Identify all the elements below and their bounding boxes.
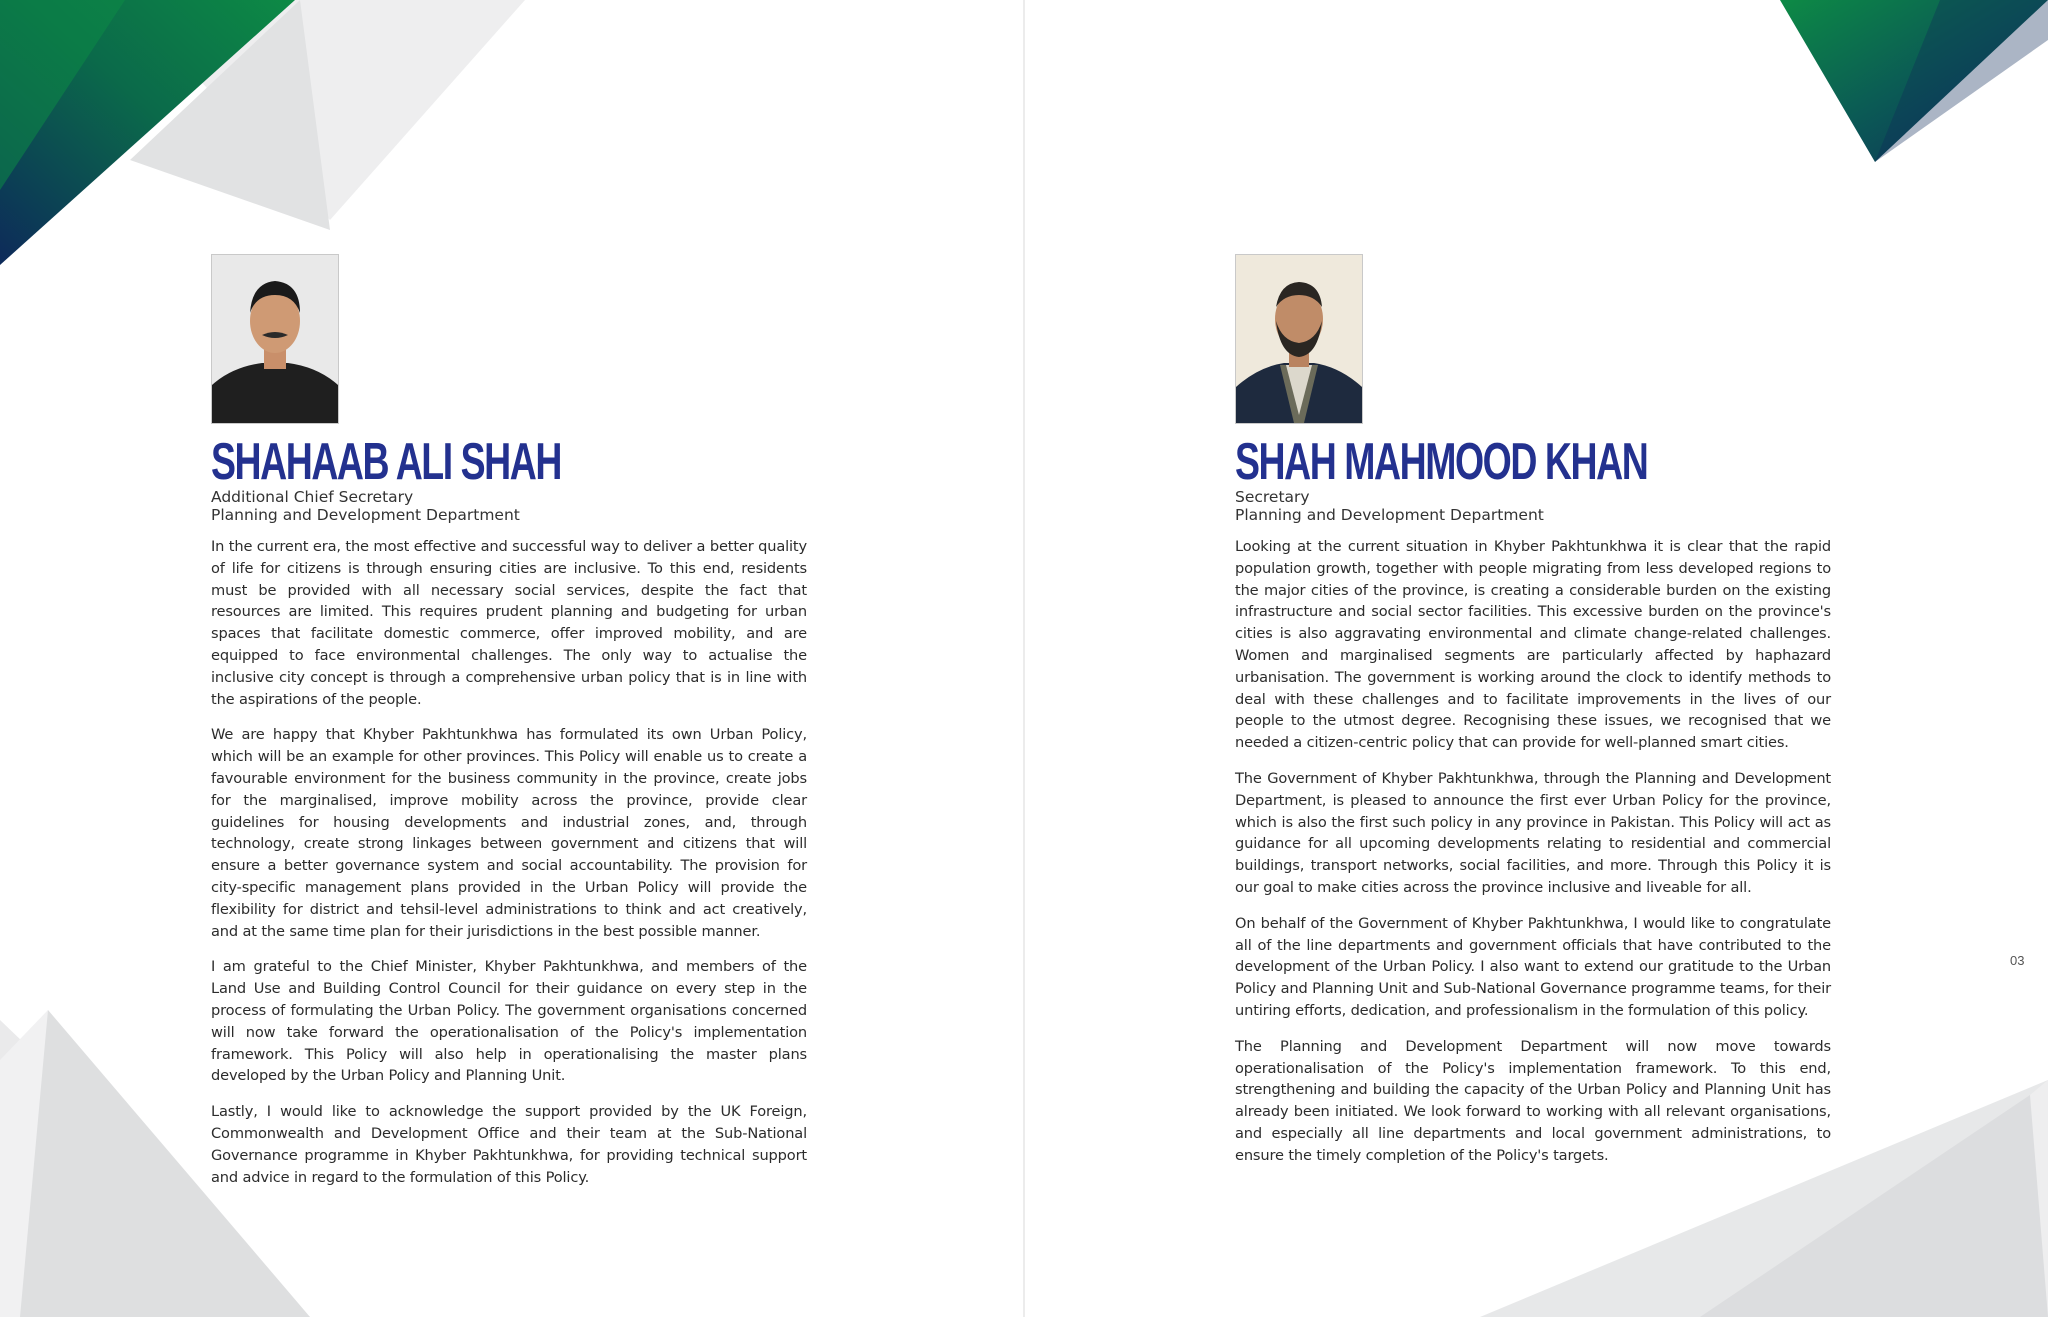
job-title: Additional Chief Secretary — [211, 488, 414, 506]
person-name: SHAHAAB ALI SHAH — [211, 433, 561, 491]
paragraph: Looking at the current situation in Khyber Pakhtunkhwa it is clear that the rapid population growth, together with people migrating from less developed regions to the major cities of the province, is creating a considerable burden on the existing infrastructure and social sector facilities. This excessive burden on the province's cities is also aggravating environmental and climate change-related challenges. Women and marginalised segments are particularly affected by haphazard urbanisation. The government is working around the clock to identify methods to deal with these challenges and to facilitate improvements in the lives of our people to the utmost degree. Recognising these issues, we recognised that we needed a citizen-centric policy that can provide for well-planned smart cities. — [1235, 538, 1831, 752]
department: Planning and Development Department — [211, 506, 520, 524]
left-message-block — [211, 254, 807, 1202]
paragraph: The Planning and Development Department will now move towards operationalisation of the Policy's implementation framework. To this end, strengthening and building the capacity of the Urban Policy and Planning Unit has already been initiated. We look forward to working with all relevant organisations, and especially all line departments and local government administrations, to ensure the timely completion of the Policy's targets. — [1235, 1037, 1831, 1164]
job-title: Secretary — [1235, 488, 1310, 506]
top-right-corner-shapes — [1780, 0, 2048, 162]
paragraph: Lastly, I would like to acknowledge the support provided by the UK Foreign, Commonwealth and Development Office and their team at the Sub-National Governance programme in Khyber Pakhtunkhwa, for providing technical support and advice in regard to the formulation of this Policy. — [211, 1103, 807, 1186]
paragraph: On behalf of the Government of Khyber Pakhtunkhwa, I would like to congratulate all of the line departments and government officials that have contributed to the development of the Urban Policy. I also want to extend our gratitude to the Urban Policy and Planning Unit and Sub-National Governance programme teams, for their untiring efforts, dedication, and professionalism in the formulation of this policy. — [1235, 914, 1831, 1019]
page-number: 03 — [2010, 953, 2025, 968]
department: Planning and Development Department — [1235, 506, 1544, 524]
message-body — [211, 536, 807, 1188]
portrait-photo — [1235, 254, 1363, 424]
paragraph: In the current era, the most effective and successful way to deliver a better quality of life for citizens is through ensuring cities are inclusive. To this end, residents must be provided with all necessary social services, despite the fact that resources are limited. This requires prudent planning and budgeting for urban spaces that facilitate domestic commerce, offer improved mobility, and are equipped to face environmental challenges. The only way to actualise the inclusive city concept is through a comprehensive urban policy that is in line with the aspirations of the people. — [211, 538, 807, 708]
message-body — [1235, 536, 1831, 1167]
paragraph: We are happy that Khyber Pakhtunkhwa has formulated its own Urban Policy, which will be an example for other provinces. This Policy will enable us to create a favourable environment for the business community in the province, create jobs for the marginalised, improve mobility across the province, provide clear guidelines for housing developments and industrial zones, and, through technology, create strong linkages between government and citizens that will ensure a better governance system and social accountability. The provision for city-specific management plans provided in the Urban Policy will provide the flexibility for district and tehsil-level administrations to think and act creatively, and at the same time plan for their jurisdictions in the best possible manner. — [211, 726, 807, 940]
paragraph: I am grateful to the Chief Minister, Khyber Pakhtunkhwa, and members of the Land Use and Building Control Council for their guidance on every step in the process of formulating the Urban Policy. The government organisations concerned will now take forward the operationalisation of the Policy's implementation framework. This Policy will also help in operationalising the master plans developed by the Urban Policy and Planning Unit. — [211, 958, 807, 1085]
top-left-corner-shapes — [0, 0, 525, 265]
portrait-photo — [211, 254, 339, 424]
paragraph: The Government of Khyber Pakhtunkhwa, through the Planning and Development Department, is pleased to announce the first ever Urban Policy for the province, which is also the first such policy in any province in Pakistan. This Policy will act as guidance for all upcoming developments relating to residential and commercial buildings, transport networks, social facilities, and more. Through this Policy it is our goal to make cities across the province inclusive and liveable for all. — [1235, 769, 1831, 896]
right-message-block — [1235, 254, 1831, 1181]
person-name: SHAH MAHMOOD KHAN — [1235, 433, 1648, 491]
page-gutter — [1023, 0, 1025, 1317]
